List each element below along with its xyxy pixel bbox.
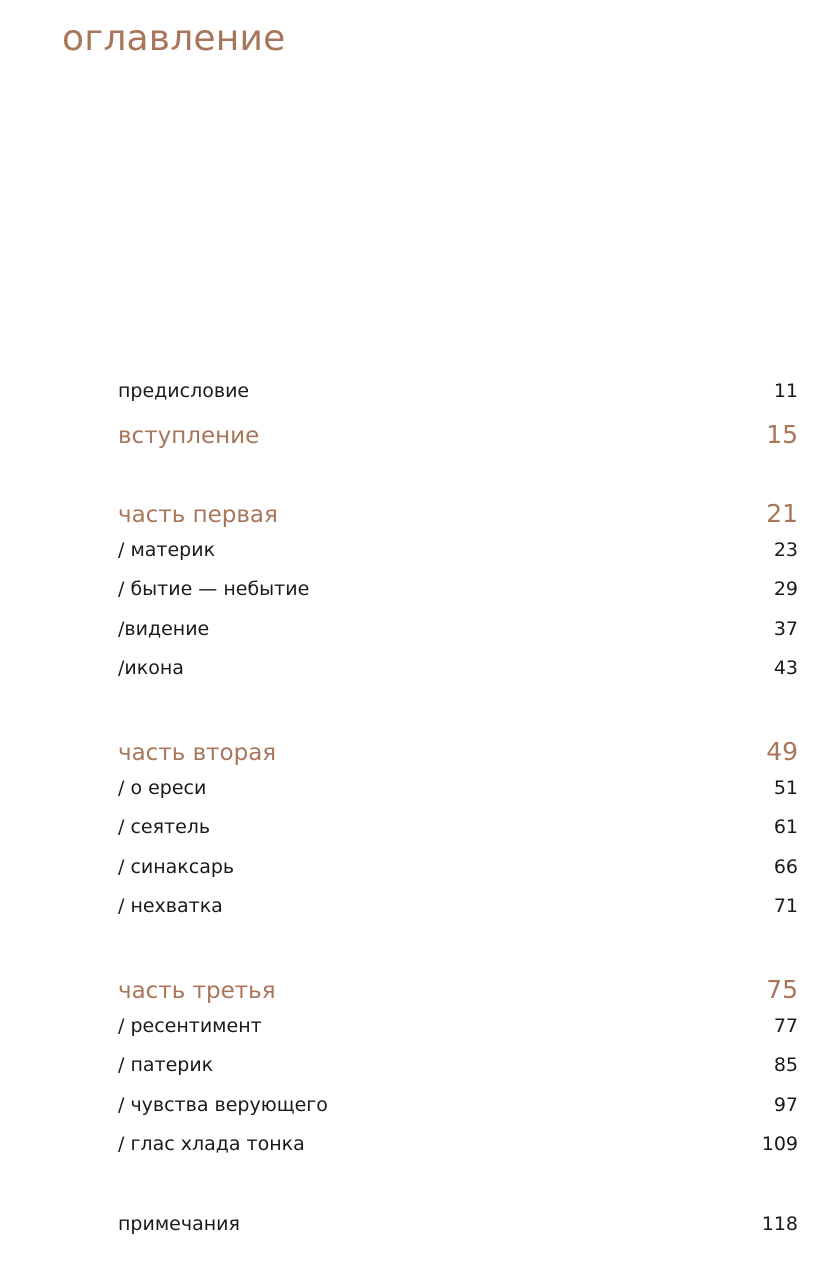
toc-entry[interactable] [118,539,798,579]
toc-section-part-two[interactable] [118,737,798,777]
toc-section-label: часть первая [118,501,278,528]
toc-page-number: 118 [761,1212,798,1235]
page-title: оглавление [62,18,286,59]
toc-entry-label: / ресентимент [118,1014,262,1037]
toc-section-part-three[interactable] [118,975,798,1015]
toc-entry-label: / бытие — небытие [118,578,310,600]
toc-entry-label: / глас хлада тонка [118,1133,305,1155]
toc-page-number: 109 [761,1133,798,1155]
toc-entry-preface[interactable] [118,380,798,420]
toc-entry-notes[interactable] [118,1213,798,1253]
toc-entry[interactable] [118,1015,798,1055]
toc-page-number: 23 [773,538,798,561]
toc-page-number: 77 [773,1014,798,1037]
toc-page-number: 11 [773,380,798,402]
toc-page-number: 43 [773,657,798,679]
toc-page-number: 29 [773,578,798,600]
toc-page-number: 75 [766,974,798,1004]
toc-entry[interactable] [118,618,798,658]
toc-entry-label: примечания [118,1212,240,1235]
toc-entry-label: /икона [118,657,184,679]
toc-section-label: часть третья [118,977,276,1004]
toc-entry-label: предисловие [118,380,250,402]
toc-entry-label: / синаксарь [118,855,235,878]
spacer [118,697,798,737]
spacer [118,1173,798,1213]
toc-entry-label: /видение [118,617,210,640]
toc-entry[interactable] [118,1054,798,1094]
toc-page-number: 85 [773,1054,798,1076]
toc-entry[interactable] [118,777,798,817]
toc-entry[interactable] [118,1094,798,1134]
spacer [118,460,798,499]
toc-entry-label: / патерик [118,1054,214,1076]
toc-entry[interactable] [118,895,798,935]
toc-entry-label: / о ереси [118,776,207,799]
toc-page-number: 49 [766,736,798,766]
toc-entry-intro[interactable] [118,420,798,460]
toc-section-label: вступление [118,422,260,449]
toc-entry[interactable] [118,816,798,856]
toc-entry[interactable] [118,578,798,618]
toc-page-number: 97 [773,1093,798,1116]
toc-page-number: 71 [773,895,798,917]
toc-section-label: часть вторая [118,739,277,766]
toc-page-number: 61 [773,816,798,838]
toc-page-number: 51 [773,776,798,799]
toc-page-number: 15 [766,419,798,449]
spacer [118,935,798,975]
toc-section-part-one[interactable] [118,499,798,539]
toc-entry-label: / чувства верующего [118,1093,328,1116]
toc-entry-label: / сеятель [118,816,211,838]
toc-page-number: 21 [766,498,798,528]
toc-entry-label: / материк [118,538,216,561]
table-of-contents [118,380,798,1252]
toc-page-number: 66 [773,855,798,878]
toc-entry[interactable] [118,657,798,697]
toc-page-number: 37 [773,617,798,640]
toc-entry-label: / нехватка [118,895,223,917]
toc-entry[interactable] [118,856,798,896]
toc-entry[interactable] [118,1133,798,1173]
